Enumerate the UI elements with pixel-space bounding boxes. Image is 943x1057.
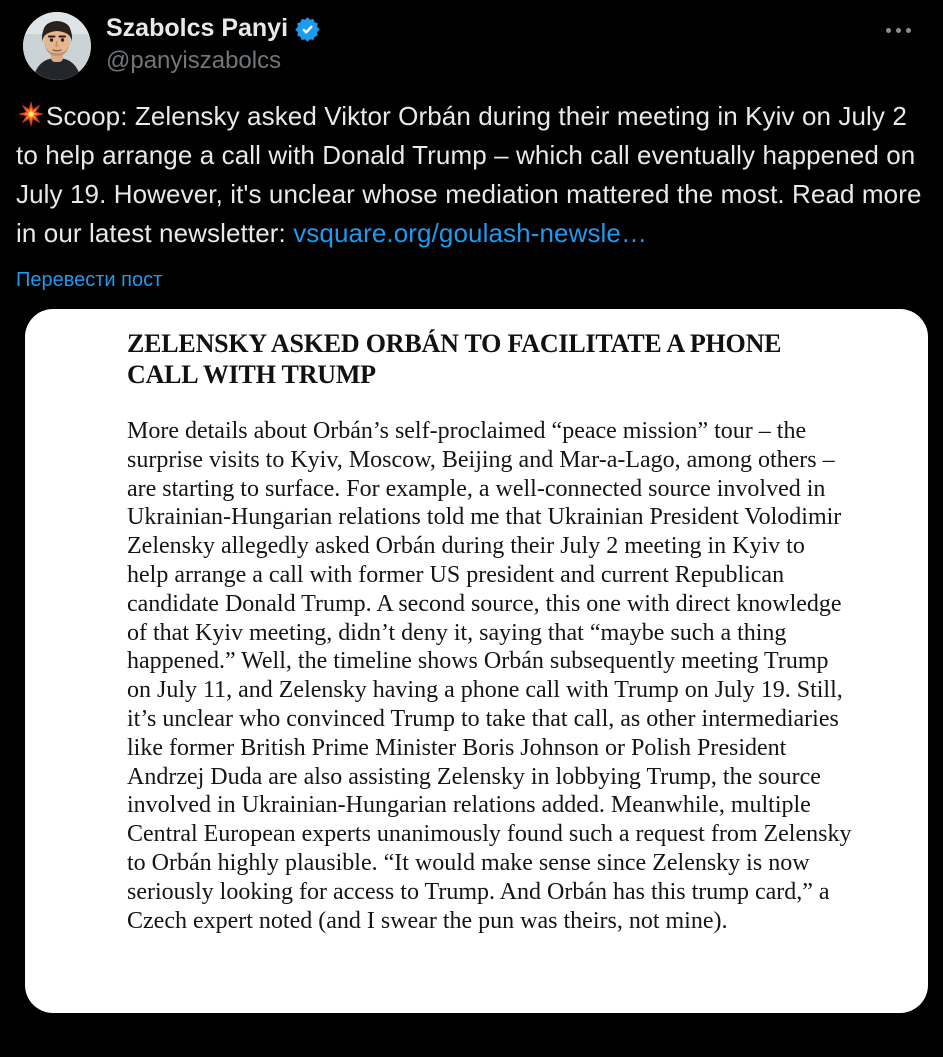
- verified-badge-icon: [294, 16, 321, 43]
- tweet-body-text: Scoop: Zelensky asked Viktor Orbán during their meeting in Kyiv on July 2 to help arrange a call with Donald Trump – which call eventually happened on July 19. However, it's unclear whose mediation mattered the most. Read more in our latest newsletter:: [16, 101, 922, 248]
- user-handle[interactable]: @panyiszabolcs: [106, 47, 282, 74]
- avatar[interactable]: [23, 12, 91, 80]
- newsletter-body: More details about Orbán’s self-proclaimed “peace mission” tour – the surprise visits to Kyiv, Moscow, Beijing and Mar-a-Lago, among others – are starting to surface. For example, a well-connected source involved in Ukrainian-Hungarian relations told me that Ukrainian President Volodimir Zelensky allegedly asked Orbán during their July 2 meeting in Kyiv to help arrange a call with former US president and current Republican candidate Donald Trump. A second source, this one with direct knowledge of that Kyiv meeting, didn’t deny it, saying that “maybe such a thing happened.” Well, the timeline shows Orbán subsequently meeting Trump on July 11, and Zelensky having a phone call with Trump on July 19. Still, it’s unclear who convinced Trump to take that call, as other intermediaries like former British Prime Minister Boris Johnson or Polish President Andrzej Duda are also assisting Zelensky in lobbying Trump, the source involved in Ukrainian-Hungarian relations added. Meanwhile, multiple Central European experts unanimously found such a request from Zelensky to Orbán highly plausible. “It would make sense since Zelensky is now seriously looking for access to Trump. And Orbán has this trump card,” a Czech expert noted (and I swear the pun was theirs, not mine).: [127, 418, 852, 934]
- tweet-link[interactable]: vsquare.org/goulash-newsle…: [293, 218, 648, 248]
- collision-emoji: [16, 100, 46, 128]
- newsletter-card-image[interactable]: [25, 309, 928, 1013]
- user-identity: [106, 10, 321, 76]
- tweet-header: [16, 10, 927, 80]
- more-menu-button[interactable]: [880, 22, 917, 39]
- display-name[interactable]: Szabolcs Panyi: [106, 14, 289, 42]
- translate-post-link[interactable]: Перевести пост: [16, 269, 163, 291]
- more-icon: [886, 28, 891, 33]
- tweet-text: [16, 97, 924, 253]
- avatar-image: [23, 12, 91, 80]
- newsletter-title: ZELENSKY ASKED ORBÁN TO FACILITATE A PHONE CALL WITH TRUMP: [127, 329, 782, 389]
